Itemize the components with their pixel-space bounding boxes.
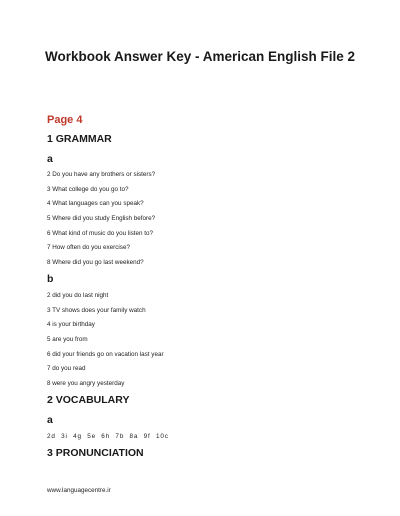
page-number-label: Page 4 [47,114,83,126]
footer-url: www.languagecentre.ir [47,487,111,494]
pronunciation-heading: 3 PRONUNCIATION [47,447,144,459]
document-title: Workbook Answer Key - American English File 2 [44,49,356,64]
vocabulary-a-label: a [47,414,53,426]
list-item: 7 How often do you exercise? [47,244,130,252]
list-item: 3 TV shows does your family watch [47,306,146,314]
vocabulary-answers: 2d 3i 4g 5e 6h 7b 8a 9f 10c [47,433,169,440]
grammar-a-label: a [47,153,53,165]
list-item: 5 Where did you study English before? [47,215,156,223]
list-item: 7 do you read [47,365,86,373]
list-item: 6 What kind of music do you listen to? [47,229,154,237]
list-item: 2 Do you have any brothers or sisters? [47,171,156,178]
grammar-heading: 1 GRAMMAR [47,133,112,145]
list-item: 4 What languages can you speak? [47,200,144,208]
list-item: 8 were you angry yesterday [47,380,125,388]
list-item: 6 did your friends go on vacation last year [47,350,164,358]
grammar-b-list [47,289,164,392]
grammar-b-label: b [47,273,54,285]
list-item: 2 did you do last night [47,292,109,299]
list-item: 3 What college do you go to? [47,185,129,193]
list-item: 4 is your birthday [47,321,95,329]
list-item: 8 Where did you go last weekend? [47,259,144,267]
vocabulary-heading: 2 VOCABULARY [47,394,130,406]
list-item: 5 are you from [47,336,88,344]
grammar-a-list [47,168,155,271]
